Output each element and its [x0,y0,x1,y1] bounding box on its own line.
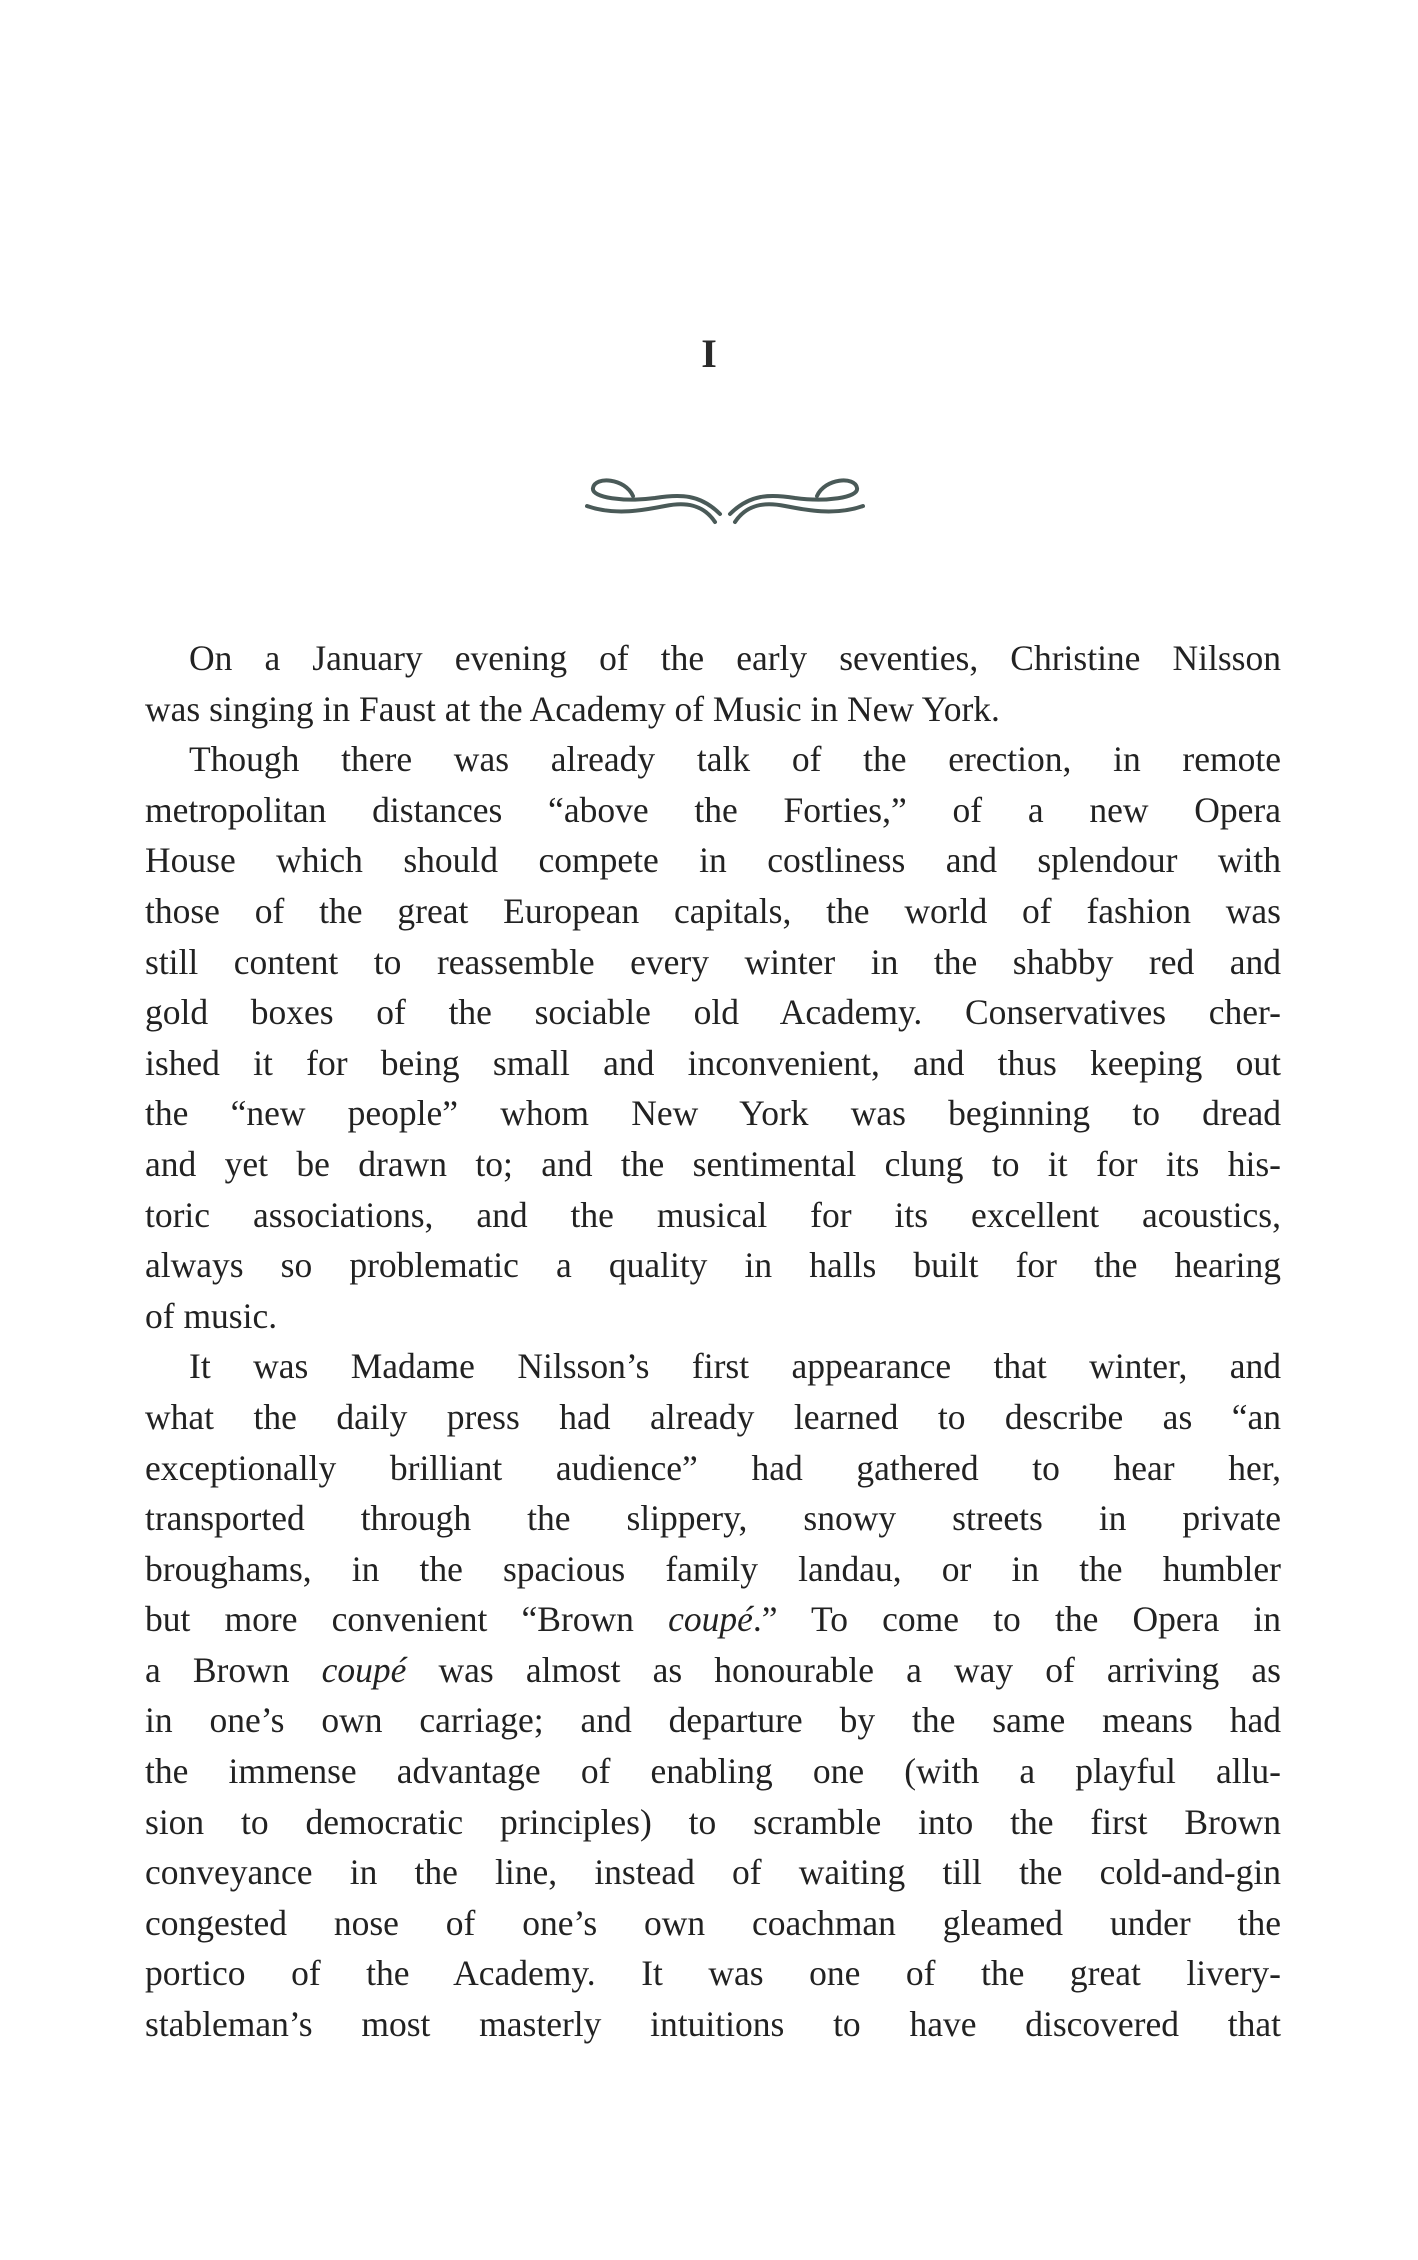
text-segment: It was Madame Nilsson’s first appearance that winter, and [189,1346,1281,1387]
text-segment: transported through the slippery, snowy streets in private [145,1498,1281,1539]
text-line [145,1240,1281,1291]
text-line [145,835,1281,886]
ornament-flourish-icon [585,470,865,530]
text-line [145,1443,1281,1494]
text-segment: of music. [145,1295,278,1336]
text-segment: a Brown [145,1649,322,1690]
text-line [145,1088,1281,1139]
text-segment: was almost as honourable a way of arriving as [406,1649,1281,1690]
text-line [145,1746,1281,1797]
text-segment: stableman’s most masterly intuitions to have discovered that [145,2004,1281,2045]
text-segment: what the daily press had already learned to describe as “an [145,1396,1281,1437]
text-segment: in one’s own carriage; and departure by the same means had [145,1700,1281,1741]
text-line [145,1139,1281,1190]
text-segment: the immense advantage of enabling one (with a playful allu- [145,1751,1281,1792]
text-line [145,1999,1281,2050]
paragraph [145,1341,1281,2049]
text-segment: sion to democratic principles) to scramble into the first Brown [145,1801,1281,1842]
paragraph [145,734,1281,1341]
text-segment: gold boxes of the sociable old Academy. Conservatives cher- [145,992,1281,1033]
paragraph [145,633,1281,734]
text-segment: House which should compete in costliness and splendour with [145,840,1281,881]
text-line [145,1695,1281,1746]
text-line [145,684,1281,735]
text-segment: toric associations, and the musical for its excellent acoustics, [145,1194,1281,1235]
text-line [145,1847,1281,1898]
text-segment: broughams, in the spacious family landau, or in the humbler [145,1548,1281,1589]
text-segment: Though there was already talk of the erection, in remote [189,739,1281,780]
text-segment: the “new people” whom New York was beginning to dread [145,1093,1281,1134]
text-segment: .” To come to the Opera in [752,1599,1281,1640]
text-line [145,1948,1281,1999]
chapter-body-text [145,633,1281,2050]
text-line [145,1544,1281,1595]
text-segment: congested nose of one’s own coachman gleamed under the [145,1902,1281,1943]
text-segment: conveyance in the line, instead of waiting till the cold-and-gin [145,1852,1281,1893]
text-line [145,987,1281,1038]
text-line [145,1594,1281,1645]
text-segment: portico of the Academy. It was one of the great livery- [145,1953,1281,1994]
text-line [145,1341,1281,1392]
chapter-numeral: I [701,331,717,376]
text-line [145,633,1281,684]
text-segment: always so problematic a quality in halls built for the hearing [145,1245,1281,1286]
text-segment: On a January evening of the early seventies, Christine Nilsson [189,638,1281,678]
text-line [145,1038,1281,1089]
text-segment: and yet be drawn to; and the sentimental clung to it for its his- [145,1143,1281,1184]
text-line [145,1291,1281,1342]
text-line [145,1898,1281,1949]
text-segment: metropolitan distances “above the Forties,” of a new Opera [145,789,1281,830]
italic-text: coupé [321,1649,407,1690]
text-segment: was singing in Faust at the Academy of Music in New York. [145,688,1000,729]
text-line [145,1190,1281,1241]
text-line [145,1493,1281,1544]
text-segment: exceptionally brilliant audience” had gathered to hear her, [145,1447,1281,1488]
text-line [145,886,1281,937]
text-line [145,1392,1281,1443]
text-line [145,734,1281,785]
text-line [145,937,1281,988]
text-line [145,785,1281,836]
text-segment: still content to reassemble every winter in the shabby red and [145,941,1281,982]
text-line [145,1645,1281,1696]
text-segment: ished it for being small and inconvenient, and thus keeping out [145,1042,1281,1083]
italic-text: coupé [668,1599,753,1640]
text-segment: those of the great European capitals, the world of fashion was [145,890,1281,931]
text-segment: but more convenient “Brown [145,1599,669,1640]
text-line [145,1797,1281,1848]
